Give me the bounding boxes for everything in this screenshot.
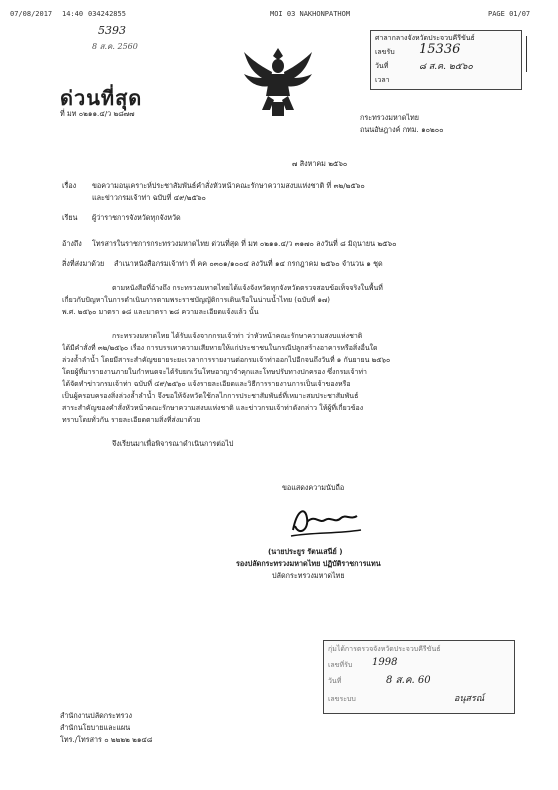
- stamp-bottom-receipt-value: 1998: [372, 657, 398, 668]
- signer-name: (นายประยูร รัตนเสนีย์ ): [268, 547, 343, 556]
- to-value: ผู้ว่าราชการจังหวัดทุกจังหวัด: [92, 213, 181, 222]
- stamp-bottom-date-value: 8 ส.ค. 60: [386, 675, 431, 686]
- attachment-label: สิ่งที่ส่งมาด้วย: [62, 259, 105, 268]
- urgency-label: ด่วนที่สุด: [60, 86, 143, 110]
- garuda-emblem: [242, 44, 314, 120]
- signer-title-1: รองปลัดกระทรวงมหาดไทย ปฏิบัติราชการแทน: [236, 559, 381, 568]
- reference-value: โทรสารในราชการกระทรวงมหาดไทย ด่วนที่สุด ที่ มท ๐๒๑๑.๔/ว ๓๑๗๐ ลงวันที่ ๘ มิถุนายน ๒๕๖๐: [92, 239, 397, 248]
- para2-line: สาระสำคัญของคำสั่งหัวหน้าคณะรักษาความสงบแห่งชาติ และข่าวกรมเจ้าท่าดังกล่าว ให้ผู้ที่เกี่ยวข้อง: [62, 404, 364, 412]
- fax-time: 14:40: [62, 10, 84, 18]
- stamp-org: ศาลากลางจังหวัดประจวบคีรีขันธ์: [375, 34, 475, 42]
- signature: [285, 500, 365, 542]
- para2-line: ได้จัดทำข่าวกรมเจ้าท่า ฉบับที่ ๔๙/๒๕๖๐ แจ้งรายละเอียดและวิธีการรายงานการเป็นเจ้าของหรือ: [62, 380, 351, 388]
- para2-line: เป็นผู้ครอบครองสิ่งล่วงล้ำลำน้ำ จึงขอให้จังหวัดใช้กลไกการประชาสัมพันธ์ที่เหมาะสมประชาสัมพันธ์: [62, 392, 359, 400]
- para2-line: กระทรวงมหาดไทย ได้รับแจ้งจากกรมเจ้าท่า ว่าหัวหน้าคณะรักษาความสงบแห่งชาติ: [112, 332, 363, 340]
- fax-date: 07/08/2017: [10, 10, 53, 18]
- office-line: สำนักนโยบายและแผน: [60, 723, 131, 732]
- receipt-stamp-top: [370, 30, 522, 90]
- stamp-receipt-value: 15336: [419, 42, 461, 57]
- subject-line-2: และข่าวกรมเจ้าท่า ฉบับที่ ๔๙/๒๕๖๐: [92, 193, 206, 202]
- document-date: ๗ สิงหาคม ๒๕๖๐: [292, 159, 348, 168]
- closing: จึงเรียนมาเพื่อพิจารณาดำเนินการต่อไป: [112, 439, 234, 448]
- stamp-date-label: วันที่: [375, 62, 389, 70]
- handwritten-date: 8 ส.ค. 2560: [92, 42, 138, 51]
- para1-line: ตามหนังสือที่อ้างถึง กระทรวงมหาดไทยได้แจ้งจังหวัดทุกจังหวัดตรวจสอบข้อเท็จจริงในพื้นที่: [112, 284, 383, 292]
- office-line: สำนักงานปลัดกระทรวง: [60, 711, 132, 720]
- stamp-bottom-receipt-label: เลขที่รับ: [328, 661, 353, 669]
- stamp-bottom-officer-value: อนุสรณ์: [454, 694, 485, 704]
- stamp-bottom-org: กุ่มได้การตรวจจังหวัดประจวบคีรีขันธ์: [328, 645, 441, 653]
- para2-line: ได้มีคำสั่งที่ ๓๒/๒๕๖๐ เรื่อง การบรรเทาความเสียหายให้แก่ประชาชนในกรณีปลูกสร้างอาคารหรือสิ่งอื่นใด: [62, 344, 378, 352]
- handwritten-number: 5393: [98, 24, 126, 37]
- stamp-bottom-officer-label: เลขระบบ: [328, 695, 356, 703]
- fax-page: PAGE 01/07: [488, 10, 531, 18]
- subject-line-1: ขอความอนุเคราะห์ประชาสัมพันธ์คำสั่งหัวหน้าคณะรักษาความสงบแห่งชาติ ที่ ๓๒/๒๕๖๐: [92, 181, 365, 190]
- ministry: กระทรวงมหาดไทย: [360, 113, 419, 122]
- document-number: ที่ มท ๐๒๑๑.๔/ว ๒๘๗๗: [60, 109, 135, 118]
- address: ถนนอัษฎางค์ กทม. ๑๐๒๐๐: [360, 125, 444, 134]
- attachment-value: สำเนาหนังสือกรมเจ้าท่า ที่ คค ๐๓๐๑/๑๐๐๔ ลงวันที่ ๑๔ กรกฎาคม ๒๕๖๐ จำนวน ๑ ชุด: [114, 259, 383, 268]
- signer-title-2: ปลัดกระทรวงมหาดไทย: [272, 571, 345, 580]
- para2-line: โดยผู้ที่มารายงานภายในกำหนดจะได้รับยกเว้นโทษอาญาจำคุกและโทษปรับทางปกครอง ซึ่งกรมเจ้าท่า: [62, 368, 367, 376]
- office-line: โทร./โทรสาร ๐ ๒๒๒๒ ๒๑๔๘: [60, 735, 153, 744]
- para2-line: ล่วงล้ำลำน้ำ โดยมีสาระสำคัญขยายระยะเวลาการรายงานต่อกรมเจ้าท่าออกไปอีกจนถึงวันที่ ๑ กันยายน ๒๕๖๐: [62, 356, 391, 364]
- stamp-receipt-label: เลขรับ: [375, 48, 395, 56]
- receipt-stamp-bottom: [323, 640, 515, 714]
- to-label: เรียน: [62, 213, 78, 222]
- fax-number: 034242855: [88, 10, 126, 18]
- stamp-pen-mark: [526, 36, 527, 72]
- para1-line: เกี่ยวกับปัญหาในการดำเนินการตามพระราชบัญญัติการเดินเรือในน่านน้ำไทย (ฉบับที่ ๑๗): [62, 296, 330, 304]
- fax-sender: MOI 03 NAKHONPATHOM: [270, 10, 351, 18]
- stamp-time-label: เวลา: [375, 76, 390, 84]
- stamp-date-value: ๘ ส.ค. ๒๕๖๐: [419, 62, 473, 72]
- para1-line: พ.ศ. ๒๕๖๐ มาตรา ๑๘ และมาตรา ๒๘ ความละเอียดแจ้งแล้ว นั้น: [62, 308, 259, 316]
- stamp-bottom-date-label: วันที่: [328, 677, 342, 685]
- regards: ขอแสดงความนับถือ: [282, 483, 345, 492]
- para2-line: ทราบโดยทั่วกัน รายละเอียดตามสิ่งที่ส่งมาด้วย: [62, 416, 201, 424]
- subject-label: เรื่อง: [62, 181, 77, 190]
- reference-label: อ้างถึง: [62, 239, 82, 248]
